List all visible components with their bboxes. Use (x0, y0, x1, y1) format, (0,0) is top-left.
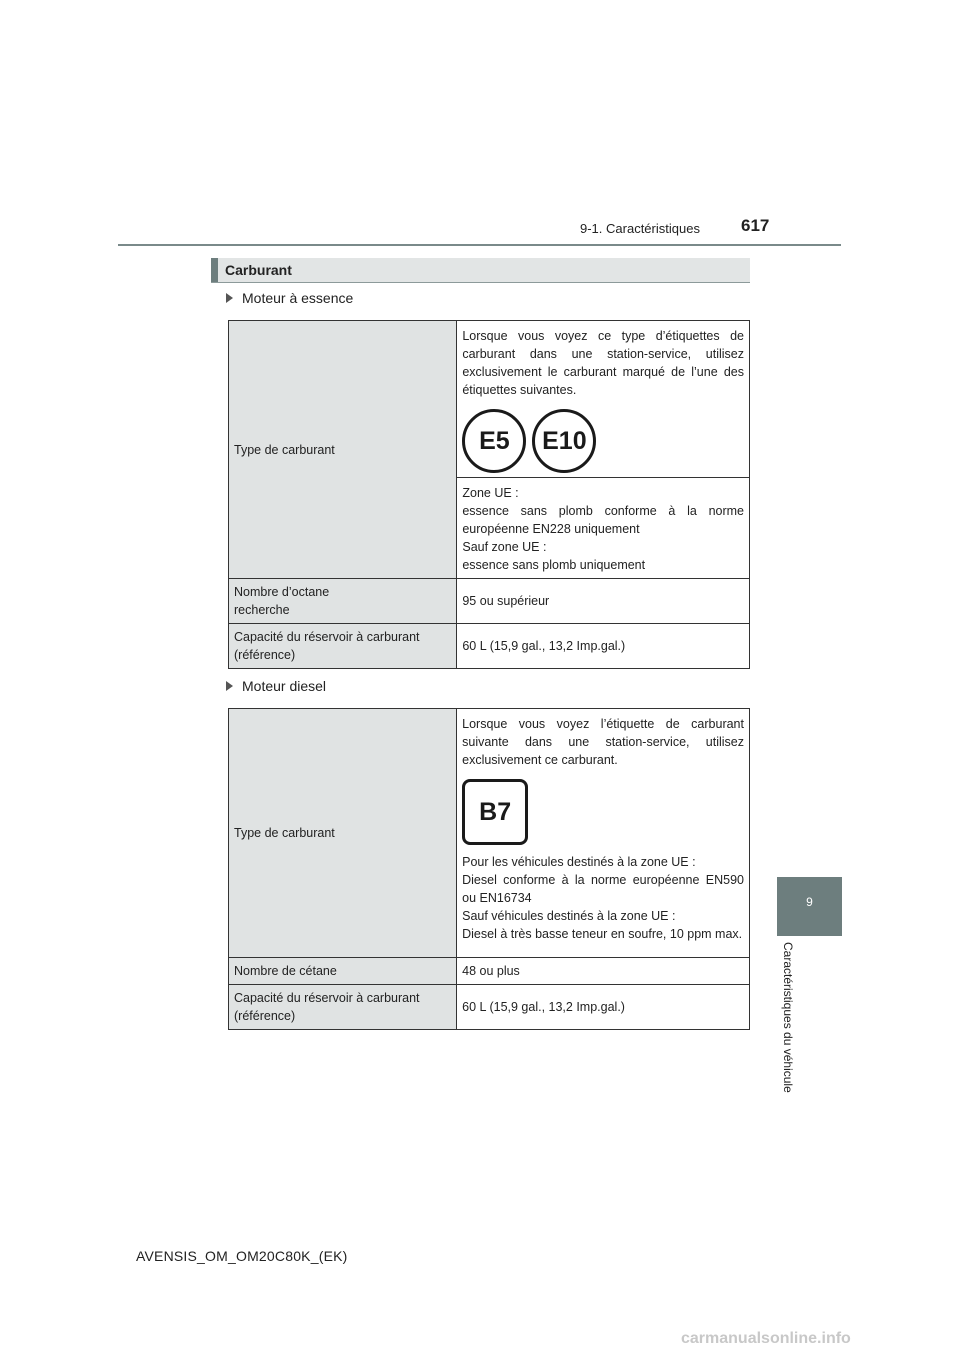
zone-cell (457, 478, 750, 579)
b7-label-icon: B7 (462, 779, 528, 845)
header-divider (118, 244, 841, 246)
bullet-arrow-icon (226, 681, 233, 691)
zone-line: essence sans plomb uniquement (462, 558, 646, 572)
fuel-type-label: Type de carburant (229, 709, 457, 958)
octane-label-text: Nombre d’octane recherche (234, 585, 330, 617)
fuel-type-description: Lorsque vous voyez ce type d’étiquettes de carburant dans une station-service, utilisez exclusivement le carburant marqué de l’une des étiquettes suivantes. (462, 329, 744, 397)
chapter-side-label-text: Caractéristiques du véhicule (781, 942, 795, 1093)
gasoline-heading (226, 290, 353, 306)
fuel-type-cell (457, 321, 750, 478)
chapter-side-label (780, 942, 810, 1112)
capacity-label: Capacité du réservoir à carburant (référence) (229, 624, 457, 669)
table-row (229, 985, 750, 1030)
capacity-value: 60 L (15,9 gal., 13,2 Imp.gal.) (457, 985, 750, 1030)
capacity-label: Capacité du réservoir à carburant (référence) (229, 985, 457, 1030)
zone-line: Pour les véhicules destinés à la zone UE : (462, 855, 696, 869)
e10-label-icon: E10 (532, 409, 596, 473)
cetane-label: Nombre de cétane (229, 958, 457, 985)
zone-line: Sauf zone UE : (462, 540, 547, 554)
fuel-type-cell (457, 709, 750, 958)
gasoline-spec-table (228, 320, 750, 669)
diesel-spec-table (228, 708, 750, 1030)
capacity-value: 60 L (15,9 gal., 13,2 Imp.gal.) (457, 624, 750, 669)
zone-line: Diesel à très basse teneur en soufre, 10 ppm max. (462, 927, 743, 941)
table-row (229, 579, 750, 624)
zone-line: Zone UE : (462, 486, 519, 500)
header-section-title: 9-1. Caractéristiques (580, 221, 700, 236)
zone-line: Sauf véhicules destinés à la zone UE : (462, 909, 676, 923)
zone-line: Diesel conforme à la norme européenne EN590 ou EN16734 (462, 873, 744, 905)
chapter-number: 9 (806, 895, 813, 909)
page-number: 617 (741, 216, 770, 235)
footer-document-code: AVENSIS_OM_OM20C80K_(EK) (136, 1248, 348, 1264)
watermark: carmanualsonline.info (681, 1330, 851, 1347)
diesel-heading-text: Moteur diesel (242, 678, 327, 694)
octane-label (229, 579, 457, 624)
e5-label-icon: E5 (462, 409, 526, 473)
fuel-label-icons (462, 409, 744, 473)
table-row (229, 321, 750, 478)
zone-line: essence sans plomb conforme à la norme européenne EN228 uniquement (462, 504, 744, 536)
gasoline-heading-text: Moteur à essence (242, 290, 354, 306)
fuel-type-description: Lorsque vous voyez l’étiquette de carburant suivante dans une station-service, utilisez exclusivement ce carburant. (462, 717, 744, 767)
section-title: Carburant (225, 262, 292, 278)
octane-value: 95 ou supérieur (457, 579, 750, 624)
fuel-type-label: Type de carburant (229, 321, 457, 579)
table-row (229, 709, 750, 958)
fuel-label-icons (462, 779, 744, 845)
table-row (229, 624, 750, 669)
table-row (229, 958, 750, 985)
section-header-bar (211, 258, 750, 283)
cetane-value: 48 ou plus (457, 958, 750, 985)
chapter-tab (777, 877, 842, 936)
section-accent (211, 258, 218, 282)
diesel-heading (226, 678, 326, 694)
bullet-arrow-icon (226, 293, 233, 303)
